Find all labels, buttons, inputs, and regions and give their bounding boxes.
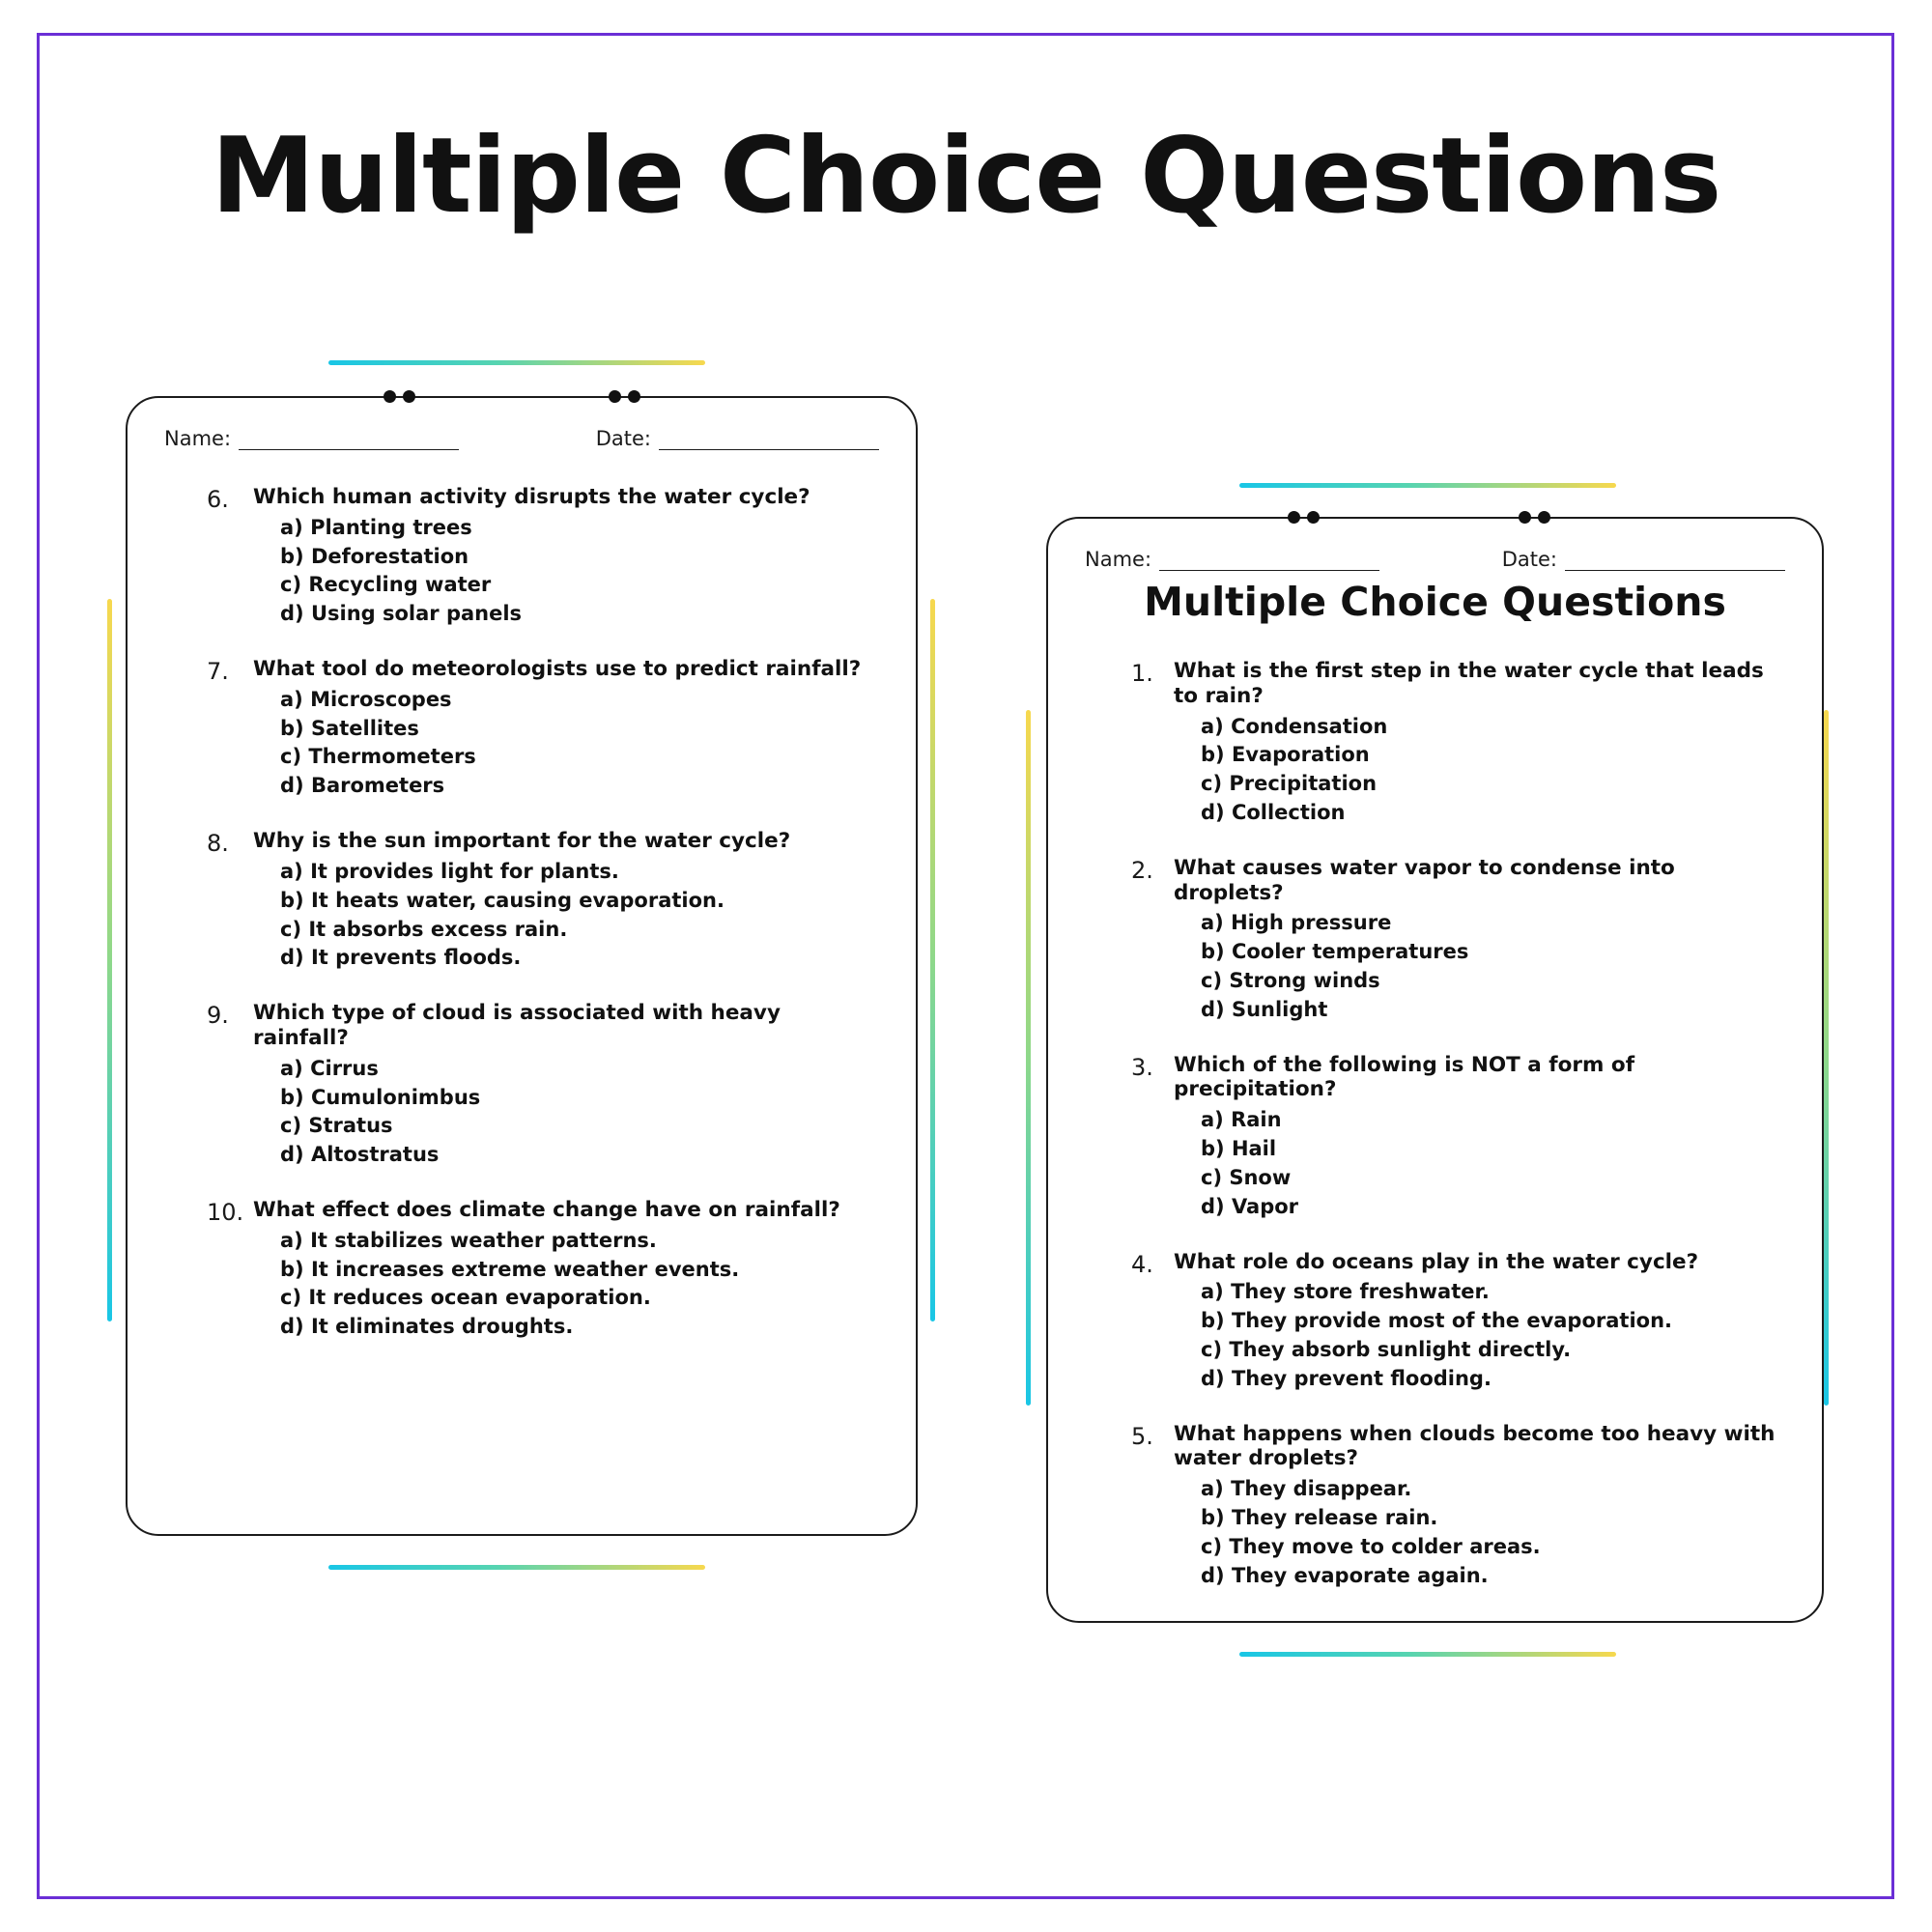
option-c[interactable]: c) Stratus xyxy=(280,1114,393,1138)
option-b[interactable]: b) Hail xyxy=(1201,1137,1277,1161)
question-item xyxy=(207,1197,883,1342)
question-text: What is the first step in the water cycle that leads to rain? xyxy=(1174,659,1764,708)
date-input-line[interactable] xyxy=(1565,552,1785,571)
accent-bar-right-right xyxy=(1824,710,1829,1406)
option-c[interactable]: c) They move to colder areas. xyxy=(1201,1534,1541,1558)
option-a[interactable]: a) They disappear. xyxy=(1201,1477,1412,1501)
binder-dot-icon xyxy=(1307,511,1320,524)
name-input-line[interactable] xyxy=(239,431,459,450)
question-text: What happens when clouds become too heavy with water droplets? xyxy=(1174,1421,1776,1471)
question-item xyxy=(1131,659,1789,828)
accent-bar-right-left xyxy=(930,599,935,1321)
question-item xyxy=(1131,1249,1789,1394)
binder-dot-icon xyxy=(609,390,621,403)
option-a[interactable]: a) Rain xyxy=(1201,1108,1282,1132)
question-number: 10. xyxy=(207,1198,244,1226)
question-item xyxy=(207,1001,883,1170)
date-input-line[interactable] xyxy=(659,431,879,450)
option-d[interactable]: d) It prevents floods. xyxy=(280,946,522,970)
option-list xyxy=(280,1227,883,1342)
date-field-group xyxy=(1502,548,1785,571)
worksheet-card-page-2 xyxy=(126,396,918,1536)
question-number: 7. xyxy=(207,658,229,686)
question-number: 2. xyxy=(1131,856,1153,884)
question-item xyxy=(207,485,883,629)
binder-dots xyxy=(128,390,916,406)
option-d[interactable]: d) Vapor xyxy=(1201,1194,1299,1218)
option-b[interactable]: b) Satellites xyxy=(280,716,419,740)
option-list xyxy=(1201,1278,1789,1393)
option-b[interactable]: b) Evaporation xyxy=(1201,743,1370,767)
page-title: Multiple Choice Questions xyxy=(211,116,1721,237)
question-item xyxy=(207,829,883,973)
question-number: 6. xyxy=(207,486,229,513)
question-number: 1. xyxy=(1131,660,1153,687)
binder-dot-icon xyxy=(1519,511,1531,524)
question-number: 4. xyxy=(1131,1250,1153,1278)
option-list xyxy=(280,1055,883,1170)
option-c[interactable]: c) Strong winds xyxy=(1201,969,1380,993)
question-text: What effect does climate change have on rainfall? xyxy=(253,1197,840,1222)
option-c[interactable]: c) Precipitation xyxy=(1201,772,1378,796)
question-number: 8. xyxy=(207,830,229,858)
option-c[interactable]: c) It absorbs excess rain. xyxy=(280,917,568,941)
binder-dot-icon xyxy=(1538,511,1550,524)
question-number: 9. xyxy=(207,1002,229,1030)
binder-dot-icon xyxy=(384,390,396,403)
option-b[interactable]: b) It heats water, causing evaporation. xyxy=(280,888,724,912)
question-item xyxy=(1131,1421,1789,1591)
question-number: 3. xyxy=(1131,1053,1153,1081)
option-c[interactable]: c) Snow xyxy=(1201,1165,1292,1189)
option-list xyxy=(280,514,883,629)
option-c[interactable]: c) Thermometers xyxy=(280,745,476,769)
name-date-row xyxy=(164,427,879,450)
question-number: 5. xyxy=(1131,1422,1153,1450)
option-list xyxy=(1201,909,1789,1024)
option-b[interactable]: b) Deforestation xyxy=(280,544,469,568)
option-a[interactable]: a) It provides light for plants. xyxy=(280,859,619,883)
option-d[interactable]: d) Altostratus xyxy=(280,1143,440,1167)
option-a[interactable]: a) Microscopes xyxy=(280,687,452,711)
date-label: Date: xyxy=(1501,548,1557,571)
option-list xyxy=(280,858,883,973)
question-text: What causes water vapor to condense into droplets? xyxy=(1174,855,1675,905)
name-date-row xyxy=(1085,548,1785,571)
option-b[interactable]: b) Cumulonimbus xyxy=(280,1085,481,1109)
option-list xyxy=(1201,713,1789,828)
option-d[interactable]: d) It eliminates droughts. xyxy=(280,1315,574,1339)
accent-bar-bottom-left xyxy=(328,1565,705,1570)
option-a[interactable]: a) Planting trees xyxy=(280,515,472,539)
accent-bar-left-right xyxy=(1026,710,1031,1406)
question-item xyxy=(1131,855,1789,1025)
option-c[interactable]: c) It reduces ocean evaporation. xyxy=(280,1286,651,1310)
option-b[interactable]: b) Cooler temperatures xyxy=(1201,940,1469,964)
option-a[interactable]: a) It stabilizes weather patterns. xyxy=(280,1228,657,1252)
option-a[interactable]: a) They store freshwater. xyxy=(1201,1280,1490,1304)
accent-bar-bottom-right xyxy=(1239,1652,1616,1657)
question-item xyxy=(1131,1052,1789,1222)
option-a[interactable]: a) Condensation xyxy=(1201,714,1388,738)
name-field-group xyxy=(1085,548,1379,571)
binder-dots xyxy=(1048,511,1822,526)
worksheet-card-page-1 xyxy=(1046,517,1824,1623)
name-label: Name: xyxy=(164,427,232,450)
option-b[interactable]: b) They release rain. xyxy=(1201,1505,1438,1529)
worksheet-heading: Multiple Choice Questions xyxy=(1144,579,1726,625)
option-list xyxy=(1201,1106,1789,1221)
name-field-group xyxy=(164,427,459,450)
question-item xyxy=(207,657,883,801)
binder-dot-icon xyxy=(403,390,415,403)
option-b[interactable]: b) They provide most of the evaporation. xyxy=(1201,1309,1673,1333)
name-label: Name: xyxy=(1085,548,1152,571)
question-text: What tool do meteorologists use to predict rainfall? xyxy=(253,657,862,682)
option-d[interactable]: d) Collection xyxy=(1201,801,1346,825)
binder-dot-icon xyxy=(1288,511,1300,524)
question-list-page-1 xyxy=(1131,659,1789,1618)
option-c[interactable]: c) They absorb sunlight directly. xyxy=(1201,1337,1572,1361)
question-list-page-2 xyxy=(207,485,883,1370)
question-text: Which of the following is NOT a form of precipitation? xyxy=(1174,1052,1635,1102)
option-d[interactable]: d) Using solar panels xyxy=(280,602,523,626)
option-a[interactable]: a) Cirrus xyxy=(280,1056,379,1080)
accent-bar-left-left xyxy=(107,599,112,1321)
date-label: Date: xyxy=(595,427,651,450)
option-d[interactable]: d) Barometers xyxy=(280,774,445,798)
option-d[interactable]: d) They evaporate again. xyxy=(1201,1563,1489,1587)
question-text: Why is the sun important for the water cycle? xyxy=(253,829,791,854)
question-text: Which human activity disrupts the water cycle? xyxy=(253,485,810,509)
option-list xyxy=(1201,1475,1789,1590)
accent-bar-top-right xyxy=(1239,483,1616,488)
option-list xyxy=(280,686,883,801)
question-text: What role do oceans play in the water cycle? xyxy=(1174,1249,1699,1274)
option-d[interactable]: d) Sunlight xyxy=(1201,997,1328,1021)
option-d[interactable]: d) They prevent flooding. xyxy=(1201,1366,1492,1390)
accent-bar-top-left xyxy=(328,360,705,365)
question-text: Which type of cloud is associated with heavy rainfall? xyxy=(253,1001,781,1050)
binder-dot-icon xyxy=(628,390,640,403)
option-a[interactable]: a) High pressure xyxy=(1201,911,1392,935)
name-input-line[interactable] xyxy=(1159,552,1379,571)
option-c[interactable]: c) Recycling water xyxy=(280,573,492,597)
date-field-group xyxy=(596,427,879,450)
option-b[interactable]: b) It increases extreme weather events. xyxy=(280,1257,740,1281)
